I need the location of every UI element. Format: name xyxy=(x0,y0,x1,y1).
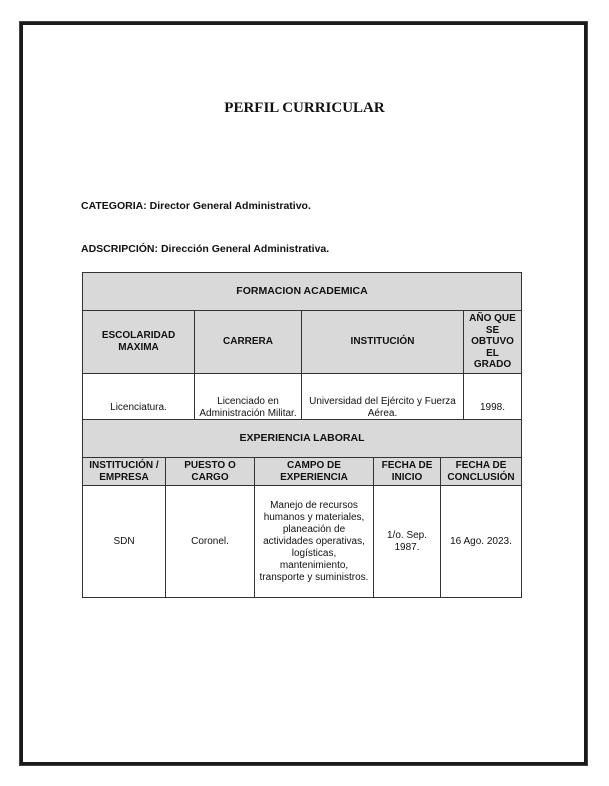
experiencia-header: CAMPO DE EXPERIENCIA xyxy=(255,458,374,486)
formacion-header: INSTITUCIÓN xyxy=(302,311,464,374)
formacion-heading: FORMACION ACADEMICA xyxy=(83,273,522,311)
adscripcion-value: Dirección General Administrativa. xyxy=(160,243,330,255)
categoria-line xyxy=(81,200,311,212)
formacion-header: ESCOLARIDAD MAXIMA xyxy=(83,311,195,374)
experiencia-header: FECHA DE CONCLUSIÓN xyxy=(441,458,522,486)
experiencia-table xyxy=(82,419,522,598)
formacion-cell: Universidad del Ejército y Fuerza Aérea. xyxy=(302,373,464,443)
experiencia-cell: 1/o. Sep. 1987. xyxy=(374,486,441,598)
experiencia-header: PUESTO O CARGO xyxy=(166,458,255,486)
adscripcion-label: ADSCRIPCIÓN: xyxy=(81,243,159,255)
experiencia-cell: 16 Ago. 2023. xyxy=(441,486,522,598)
adscripcion-line xyxy=(81,243,329,255)
experiencia-header: FECHA DE INICIO xyxy=(374,458,441,486)
formacion-header: AÑO QUE SE OBTUVO EL GRADO xyxy=(464,311,522,374)
categoria-value: Director General Administrativo. xyxy=(149,200,311,212)
experiencia-header: INSTITUCIÓN / EMPRESA xyxy=(83,458,166,486)
experiencia-cell: Coronel. xyxy=(166,486,255,598)
categoria-label: CATEGORIA: xyxy=(81,200,147,212)
formacion-cell: Licenciado en Administración Militar. xyxy=(195,373,302,443)
experiencia-cell: Manejo de recursos humanos y materiales, planeación de actividades operativas, logísticas, mantenimiento, transporte y suministros. xyxy=(255,486,374,598)
formacion-cell: 1998. xyxy=(464,373,522,443)
experiencia-heading: EXPERIENCIA LABORAL xyxy=(83,420,522,458)
experiencia-cell: SDN xyxy=(83,486,166,598)
formacion-table xyxy=(82,272,522,444)
page-title: PERFIL CURRICULAR xyxy=(224,100,385,116)
formacion-header: CARRERA xyxy=(195,311,302,374)
formacion-cell: Licenciatura. xyxy=(83,373,195,443)
